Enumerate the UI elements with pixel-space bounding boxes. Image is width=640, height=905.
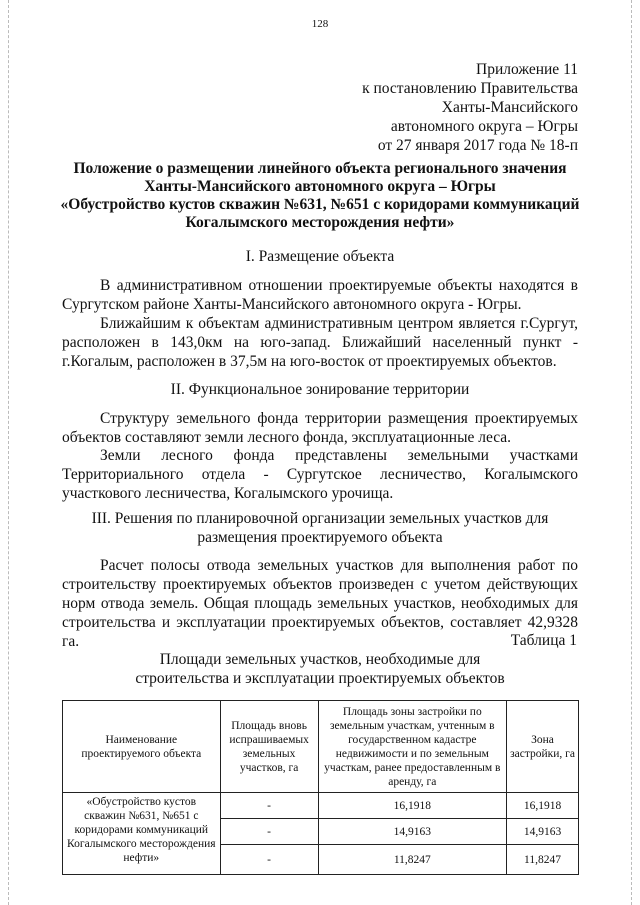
header-registered-area: Площадь зоны застройки по земельным участкам, учтенным в государственном кадастре недвижимости и по земельным участкам, ранее предоставленным в аренду, га [318, 701, 507, 793]
zone-cell: 11,8247 [507, 845, 579, 875]
section-3-heading [60, 509, 580, 547]
appendix-line: к постановлению Правительства [362, 80, 578, 97]
appendix-line: от 27 января 2017 года № 18-п [377, 137, 578, 154]
page-number: 128 [311, 18, 329, 30]
title-line: Когалымского месторождения нефти» [185, 214, 455, 231]
appendix-line: автономного округа – Югры [390, 118, 578, 135]
title-line: Положение о размещении линейного объекта регионального значения [73, 160, 567, 177]
section-3-paragraph-1: Расчет полосы отвода земельных участков для выполнения работ по строительству проектируемых объектов произведен с учетом действующих норм отвода земель. Общая площадь земельных участков, необходимых для строительства и эксплуатации проектируемых объектов, составляет 42,9328 га. [62, 557, 578, 650]
header-zone: Зона застройки, га [507, 701, 579, 793]
table-caption [60, 650, 580, 688]
new-area-cell: - [220, 819, 318, 845]
section-2-paragraph-1: Структуру земельного фонда территории размещения проектируемых объектов составляют земли лесного фонда, эксплуатационные леса. [62, 410, 578, 446]
title-line: Ханты-Мансийского автономного округа – Югры [144, 178, 496, 195]
zone-cell: 14,9163 [507, 819, 579, 845]
section-2-heading: II. Функциональное зонирование территории [170, 381, 470, 398]
appendix-line: Приложение 11 [476, 61, 578, 78]
appendix-block [362, 60, 578, 155]
object-name-cell: «Обустройство кустов скважин №631, №651 с коридорами коммуникаций Когалымского месторождения нефти» [63, 793, 221, 875]
header-new-area: Площадь вновь испрашиваемых земельных участков, га [220, 701, 318, 793]
table-caption-line: Площади земельных участков, необходимые для [159, 651, 481, 668]
section-1-paragraph-2: Ближайшим к объектам административным центром является г.Сургут, расположен в 143,0км на юго-запад. Ближайший населенный пункт - г.Когалым, расположен в 37,5м на юго-восток от проектируемых объектов. [62, 315, 578, 370]
section-1-heading: I. Размещение объекта [245, 248, 395, 265]
zone-cell: 16,1918 [507, 793, 579, 819]
registered-area-cell: 11,8247 [318, 845, 507, 875]
appendix-line: Ханты-Мансийского [441, 99, 578, 116]
section-3-heading-line: III. Решения по планировочной организации земельных участков для [91, 510, 549, 527]
document-title [60, 160, 580, 232]
title-line: «Обустройство кустов скважин №631, №651 с коридорами коммуникаций [60, 196, 580, 213]
land-area-table [62, 700, 579, 875]
section-2-paragraph-2: Земли лесного фонда представлены земельными участками Территориального отдела - Сургутское лесничество, Когалымского участкового лесничества, Когалымского урочища. [62, 447, 578, 502]
table-row [63, 793, 579, 819]
registered-area-cell: 14,9163 [318, 819, 507, 845]
section-1-paragraph-1: В административном отношении проектируемые объекты находятся в Сургутском районе Ханты-Мансийского автономного округа - Югры. [62, 277, 578, 313]
table-caption-line: строительства и эксплуатации проектируемых объектов [135, 670, 505, 687]
new-area-cell: - [220, 845, 318, 875]
registered-area-cell: 16,1918 [318, 793, 507, 819]
new-area-cell: - [220, 793, 318, 819]
header-object-name: Наименование проектируемого объекта [63, 701, 221, 793]
section-3-heading-line: размещения проектируемого объекта [197, 529, 443, 546]
table-label: Таблица 1 [510, 632, 577, 649]
